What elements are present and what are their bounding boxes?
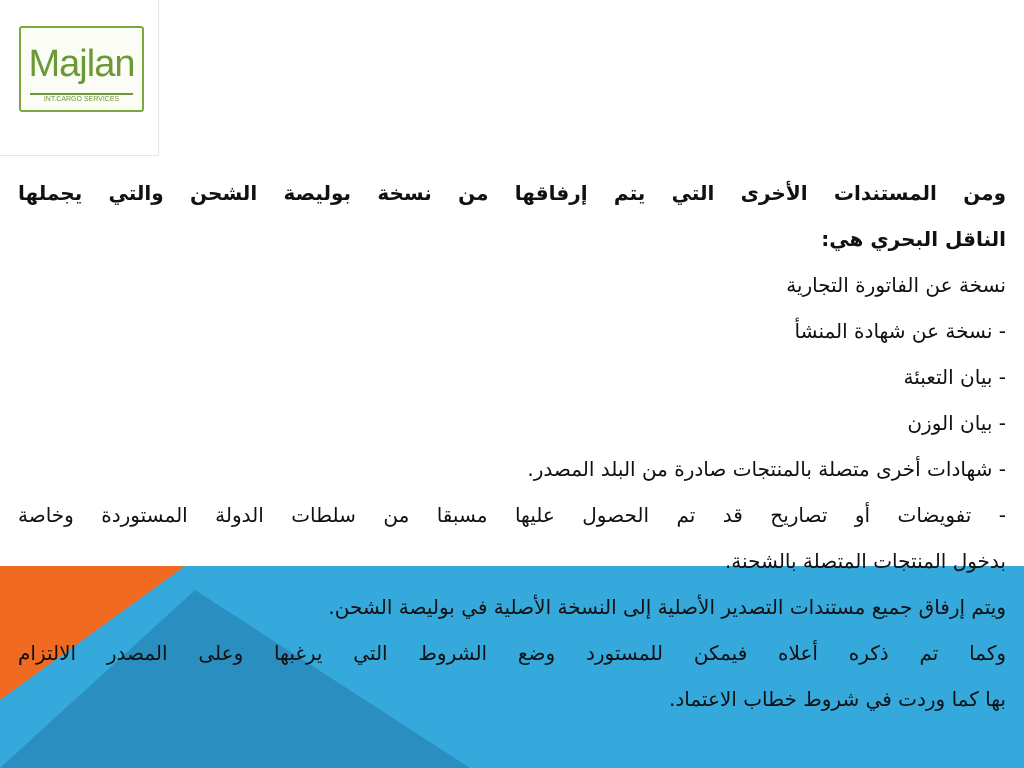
intro-line-2: الناقل البحري هي: (821, 227, 1006, 251)
logo-wordmark: Majlan (28, 43, 135, 85)
logo-divider (30, 93, 133, 95)
document-item-packing-list: - بيان التعبئة (903, 365, 1006, 389)
document-item-commercial-invoice: نسخة عن الفاتورة التجارية (786, 273, 1006, 297)
document-item-certificate-of-origin: - نسخة عن شهادة المنشأ (794, 319, 1006, 343)
document-item-authorizations: - تفويضات أو تصاريح قد تم الحصول عليها مسبقا من سلطات الدولة المستوردة وخاصة (18, 503, 1006, 527)
slide-text-body (18, 170, 1006, 722)
document-item-weight-list: - بيان الوزن (907, 411, 1006, 435)
closing-paragraph-line-2: وكما تم ذكره أعلاه فيمكن للمستورد وضع الشروط التي يرغبها وعلى المصدر الالتزام (18, 641, 1006, 665)
closing-paragraph-line-1: ويتم إرفاق جميع مستندات التصدير الأصلية إلى النسخة الأصلية في بوليصة الشحن. (328, 595, 1006, 619)
document-item-other-certificates: - شهادات أخرى متصلة بالمنتجات صادرة من البلد المصدر. (527, 457, 1006, 481)
logo-panel (0, 0, 159, 156)
logo-subtitle: INT.CARGO SERVICES (43, 96, 120, 103)
document-item-authorizations-cont: بدخول المنتجات المتصلة بالشحنة. (724, 549, 1006, 573)
closing-paragraph-line-3: بها كما وردت في شروط خطاب الاعتماد. (669, 687, 1006, 711)
intro-line-1: ومن المستندات الأخرى التي يتم إرفاقها من نسخة بوليصة الشحن والتي يجملها (18, 181, 1006, 205)
company-logo (19, 26, 144, 112)
